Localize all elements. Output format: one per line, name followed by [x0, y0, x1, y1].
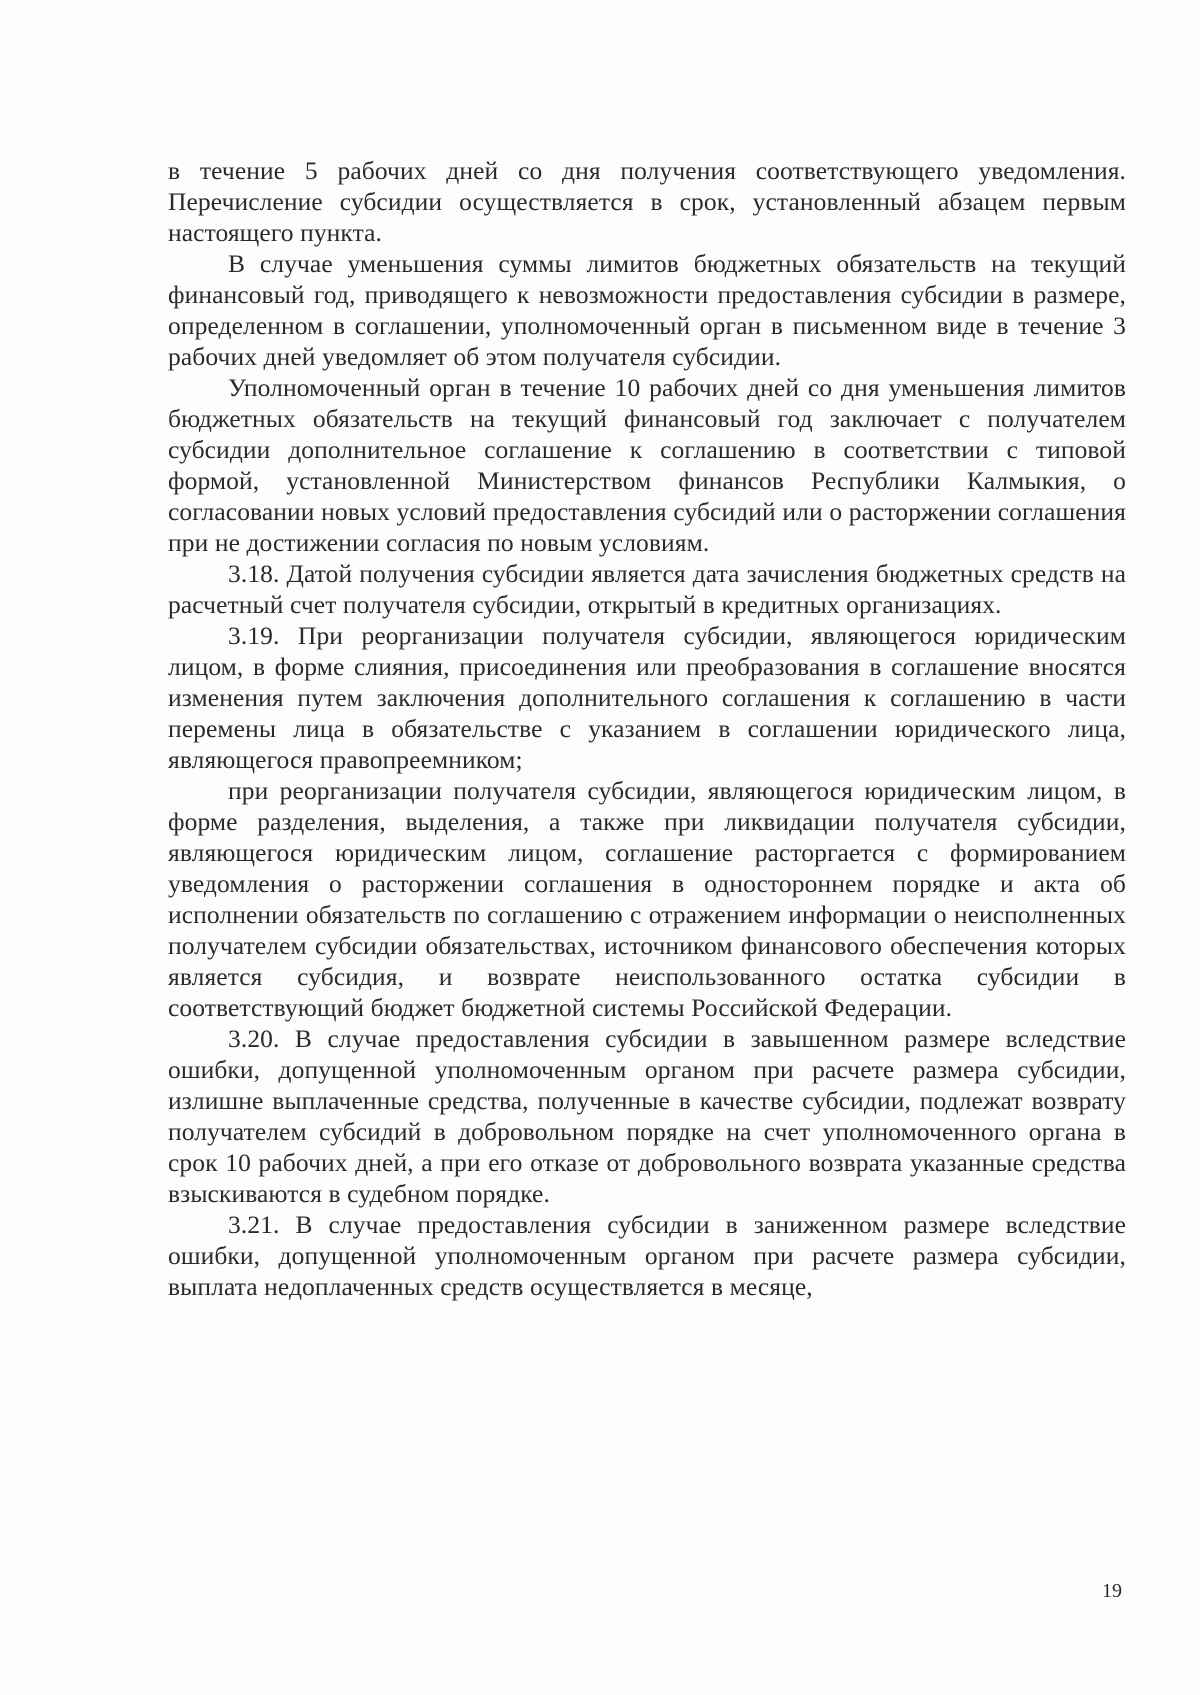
paragraph-3-20: 3.20. В случае предоставления субсидии в завышенном размере вследствие ошибки, допущенной уполномоченным органом при расчете размера субсидии, излишне выплаченные средства, полученные в качестве субсидии, подлежат возврату получателем субсидий в добровольном порядке на счет уполномоченного органа в срок 10 рабочих дней, а при его отказе от добровольного возврата указанные средства взыскиваются в судебном порядке.: [168, 1024, 1126, 1208]
paragraph-continuation: в течение 5 рабочих дней со дня получения соответствующего уведомления. Перечисление субсидии осуществляется в срок, установленный абзацем первым настоящего пункта.: [168, 156, 1126, 247]
paragraph-3-21: 3.21. В случае предоставления субсидии в заниженном размере вследствие ошибки, допущенной уполномоченным органом при расчете размера субсидии, выплата недоплаченных средств осуществляется в месяце,: [168, 1210, 1126, 1301]
document-body: [168, 155, 1126, 1302]
paragraph-reorganization-division: при реорганизации получателя субсидии, являющегося юридическим лицом, в форме разделения, выделения, а также при ликвидации получателя субсидии, являющегося юридическим лицом, соглашение расторгается с формированием уведомления о расторжении соглашения в одностороннем порядке и акта об исполнении обязательств по соглашению с отражением информации о неисполненных получателем субсидии обязательствах, источником финансового обеспечения которых является субсидия, и возврате неиспользованного остатка субсидии в соответствующий бюджет бюджетной системы Российской Федерации.: [168, 776, 1126, 1022]
paragraph-additional-agreement: Уполномоченный орган в течение 10 рабочих дней со дня уменьшения лимитов бюджетных обязательств на текущий финансовый год заключает с получателем субсидии дополнительное соглашение к соглашению в соответствии с типовой формой, установленной Министерством финансов Республики Калмыкия, о согласовании новых условий предоставления субсидий или о расторжении соглашения при не достижении согласия по новым условиям.: [168, 373, 1126, 557]
paragraph-3-18: 3.18. Датой получения субсидии является дата зачисления бюджетных средств на расчетный счет получателя субсидии, открытый в кредитных организациях.: [168, 559, 1126, 619]
paragraph-limits-reduction-notice: В случае уменьшения суммы лимитов бюджетных обязательств на текущий финансовый год, приводящего к невозможности предоставления субсидии в размере, определенном в соглашении, уполномоченный орган в письменном виде в течение 3 рабочих дней уведомляет об этом получателя субсидии.: [168, 249, 1126, 371]
paragraph-3-19: 3.19. При реорганизации получателя субсидии, являющегося юридическим лицом, в форме слияния, присоединения или преобразования в соглашение вносятся изменения путем заключения дополнительного соглашения к соглашению в части перемены лица в обязательстве с указанием в соглашении юридического лица, являющегося правопреемником;: [168, 621, 1126, 774]
page-number: 19: [1102, 1580, 1122, 1602]
